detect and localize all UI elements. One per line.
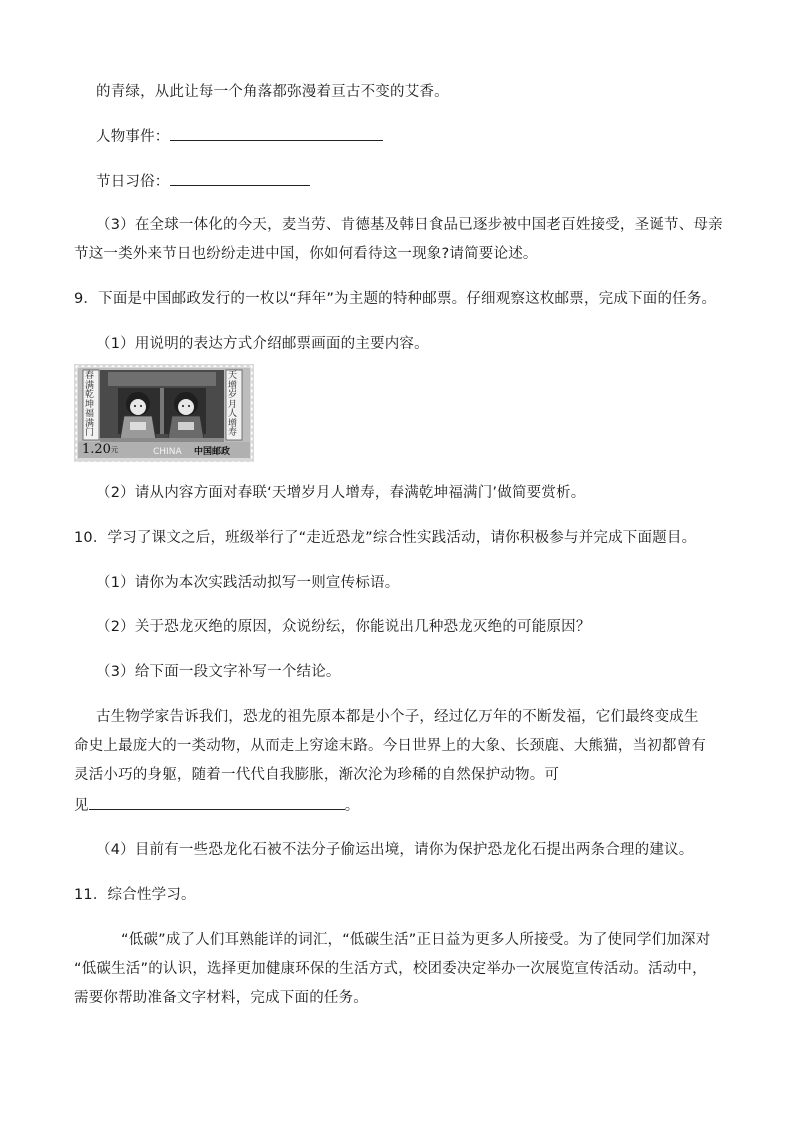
- question-9-2: （2）请从内容方面对春联‘天增岁月人增寿，春满乾坤福满门’做简要赏析。: [96, 485, 586, 501]
- passage-line: “低碳”成了人们耳熟能详的词汇，“低碳生活”正日益为更多人所接受。为了使同学们加深对: [121, 932, 711, 948]
- passage-conclusion-row: 见 。: [74, 795, 359, 816]
- question-9-1: （1）用说明的表达方式介绍邮票画面的主要内容。: [96, 336, 429, 352]
- festival-custom-label: 节日习俗：: [96, 174, 170, 190]
- festival-custom-row: [96, 171, 310, 192]
- passage-line: 灵活小巧的身躯，随着一代代自我膨胀，渐次沦为珍稀的自然保护动物。可: [74, 767, 560, 783]
- question-10-1: （1）请你为本次实践活动拟写一则宣传标语。: [96, 575, 400, 591]
- stamp-country: CHINA: [153, 447, 182, 457]
- person-event-row: [96, 126, 383, 147]
- festival-custom-blank: [170, 171, 310, 186]
- text-line: 的青绿，从此让每一个角落都弥漫着亘古不变的艾香。: [96, 84, 449, 100]
- passage-line: 古生物学家告诉我们，恐龙的祖先原本都是小个子，经过亿万年的不断发福，它们最终变成生: [96, 709, 699, 725]
- question-10-3: （3）给下面一段文字补写一个结论。: [96, 664, 341, 680]
- conclusion-blank: [89, 795, 345, 810]
- question-8-3-line2: 节这一类外来节日也纷纷走进中国，你如何看待这一现象?请简要论述。: [74, 246, 538, 262]
- passage-line: 命史上最庞大的一类动物，从而走上穷途末路。今日世界上的大象、长颈鹿、大熊猫，当初都曾有: [74, 738, 707, 754]
- stamp-couplet-left: 春满乾坤福满门: [85, 371, 95, 438]
- question-11: 11．综合性学习。: [74, 887, 196, 903]
- question-10: 10．学习了课文之后，班级举行了“走近恐龙”综合性实践活动，请你积极参与并完成下面题目。: [74, 530, 697, 546]
- passage-line: “低碳生活”的认识，选择更加健康环保的生活方式，校团委决定举办一次展览宣传活动。活动中，: [74, 961, 707, 977]
- stamp-denomination: $1.20^元$: [82, 442, 118, 457]
- person-event-label: 人物事件：: [96, 129, 170, 145]
- stamp-couplet-right: 天增岁月人增寿: [228, 371, 238, 438]
- question-10-4: （4）目前有一些恐龙化石被不法分子偷运出境，请你为保护恐龙化石提出两条合理的建议。: [96, 842, 694, 858]
- stamp-issuer: 中国邮政: [194, 447, 231, 457]
- person-event-blank: [170, 126, 383, 141]
- question-10-2: （2）关于恐龙灭绝的原因，众说纷纭，你能说出几种恐龙灭绝的可能原因？: [96, 619, 591, 635]
- passage-line: 需要你帮助准备文字材料，完成下面的任务。: [74, 990, 368, 1006]
- question-8-3-line1: （3）在全球一体化的今天，麦当劳、肯德基及韩日食品已逐步被中国老百姓接受，圣诞节、母亲: [96, 217, 723, 233]
- question-9: 9．下面是中国邮政发行的一枚以“拜年”为主题的特种邮票。仔细观察这枚邮票，完成下面的任务。: [74, 291, 717, 307]
